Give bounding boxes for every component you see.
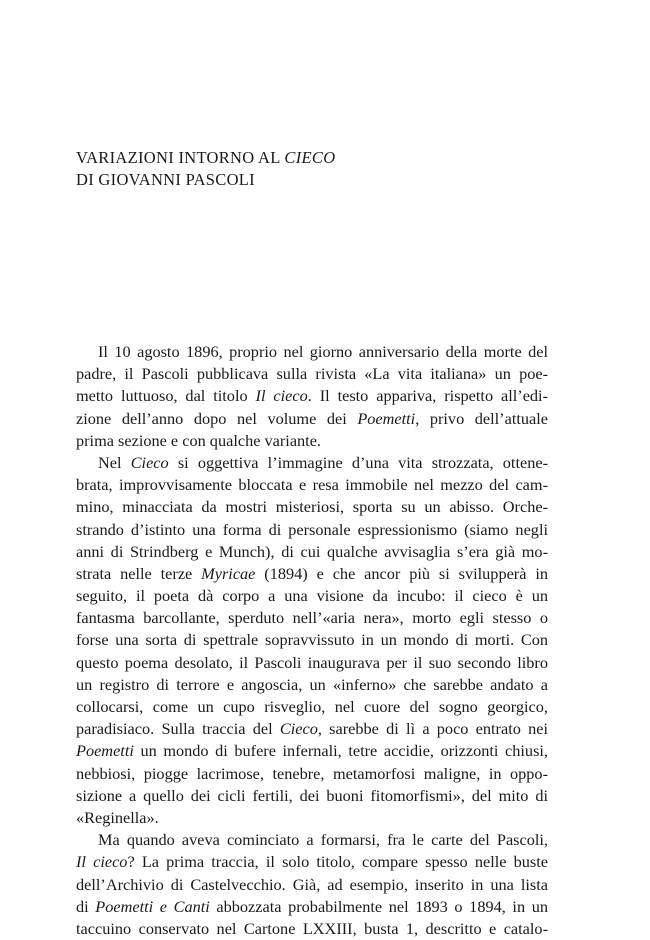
title-line-1: VARIAZIONI INTORNO AL CIECO [76,148,336,167]
text-line: nebbiosi, piogge lacrimose, tenebre, metamorfosi maligne, in oppo- [76,763,548,783]
text-line: fantasma barcollante, sperduto nell’«aria nera», morto egli stesso o [76,608,548,628]
text-line: dell’Archivio di Castelvecchio. Già, ad esempio, inserito in una lista [76,874,548,894]
text-line: forse una sorta di spettrale sopravvissuto in un mondo di morti. Con [76,630,548,650]
body-text [76,341,548,940]
text-line: collocarsi, come un cupo risveglio, nel cuore del sogno georgico, [76,697,548,716]
text-line: questo poema desolato, il Pascoli inaugurava per il suo secondo libro [76,652,548,672]
text-line: metto luttuoso, dal titolo Il cieco. Il testo appariva, rispetto all’edi- [76,386,549,406]
text-line: sizione a quello dei cicli fertili, dei buoni fitomorfismi», del mito di [76,785,548,805]
text-line: strando d’istinto una forma di personale espressionismo (siamo negli [76,519,548,539]
text-line: anni di Strindberg e Munch), di cui qualche avvisaglia s’era già mo- [76,541,548,561]
text-line: Nel Cieco si oggettiva l’immagine d’una vita strozzata, ottene- [98,452,548,472]
chapter-title [76,147,576,191]
text-line: taccuino conservato nel Cartone LXXIII, busta 1, descritto e catalo- [76,918,548,938]
text-line: di Poemetti e Canti abbozzata probabilmente nel 1893 o 1894, in un [76,896,548,916]
text-line: prima sezione e con qualche variante. [76,430,322,450]
text-line: un registro di terrore e angoscia, un «inferno» che sarebbe andato a [76,674,548,694]
text-line: zione dell’anno dopo nel volume dei Poemetti, privo dell’attuale [76,408,548,428]
text-line: seguito, il poeta dà corpo a una visione da incubo: il cieco è un [76,586,548,606]
text-line: paradisiaco. Sulla traccia del Cieco, sarebbe di lì a poco entrato nei [76,719,548,739]
text-line: Il 10 agosto 1896, proprio nel giorno anniversario della morte del [98,342,548,361]
text-line: Il cieco? La prima traccia, il solo titolo, compare spesso nelle buste [76,852,549,872]
text-line: Poemetti un mondo di bufere infernali, tetre accidie, orizzonti chiusi, [76,741,548,761]
text-line: strata nelle terze Myricae (1894) e che ancor più si svilupperà in [76,563,549,583]
title-line-2: DI GIOVANNI PASCOLI [76,170,255,189]
text-line: «Reginella». [76,807,159,827]
text-line: mino, minacciata da mostri misteriosi, sporta su un abisso. Orche- [76,497,548,517]
text-line: padre, il Pascoli pubblicava sulla rivista «La vita italiana» un poe- [76,364,548,384]
text-line: Ma quando aveva cominciato a formarsi, fra le carte del Pascoli, [98,830,548,850]
text-line: brata, improvvisamente bloccata e resa immobile nel mezzo del cam- [76,475,548,495]
